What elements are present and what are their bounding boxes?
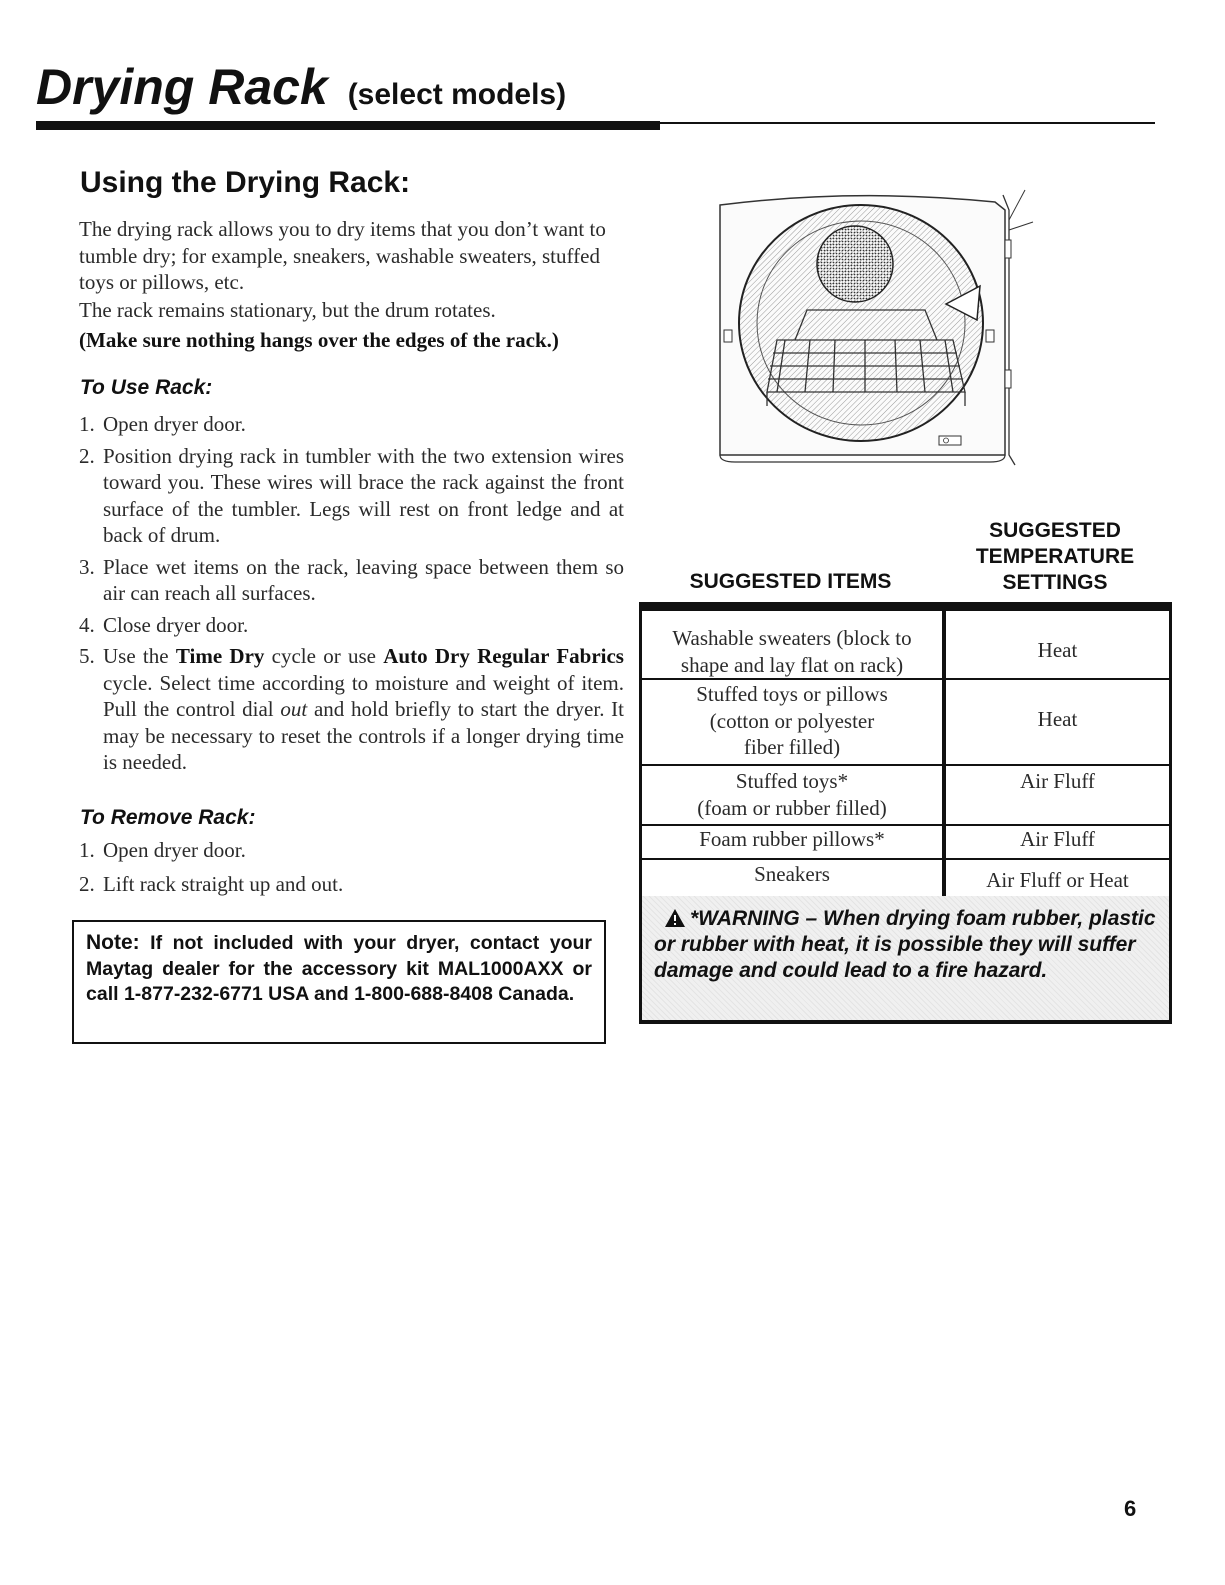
table-row: [641, 607, 1171, 680]
section-heading: Using the Drying Rack:: [80, 166, 411, 199]
item-line: Washable sweaters (block to: [672, 626, 912, 650]
step-number: 1.: [79, 838, 95, 862]
item-line: (foam or rubber filled): [697, 795, 887, 820]
warning-triangle-icon: [664, 908, 686, 928]
setting-cell: Heat: [944, 607, 1171, 680]
header-line: TEMPERATURE: [975, 545, 1135, 568]
dryer-drum-with-rack-illustration: [715, 180, 1055, 470]
step-text: Lift rack straight up and out.: [103, 871, 344, 896]
step-number: 3.: [79, 554, 95, 579]
to-use-steps: [79, 411, 624, 781]
column-header-items: SUGGESTED ITEMS: [689, 570, 892, 593]
setting-cell: Heat: [944, 679, 1171, 765]
step-text: Open dryer door.: [103, 838, 246, 862]
step-item: [79, 411, 624, 438]
page-number: 6: [1124, 1496, 1137, 1521]
table-row: [641, 825, 1171, 859]
item-line: fiber filled): [743, 735, 841, 759]
step-item: [79, 837, 624, 864]
table-row: [641, 679, 1171, 765]
item-cell: [641, 607, 945, 680]
step-number: 1.: [79, 412, 95, 436]
step-text-part: cycle. Select time according to moisture and weight of item. Pull the control dial: [103, 670, 624, 721]
step-number: 5.: [79, 644, 95, 668]
page-title-main: Drying Rack: [36, 59, 328, 115]
page-title: [36, 59, 567, 115]
page-title-subtitle: (select models): [347, 78, 567, 111]
header-line: SETTINGS: [1002, 571, 1108, 594]
note-box: [72, 920, 606, 1044]
step-item: [79, 871, 624, 898]
intro-paragraph: The drying rack allows you to dry items that you don’t want to tumble dry; for example, sneakers, washable sweaters, stuffed toys or pillows, etc.: [79, 217, 606, 294]
column-header-temperature: [940, 518, 1170, 596]
warning-text: *WARNING – When drying foam rubber, plastic or rubber with heat, it is possible they will suffer damage and could lead to a fire hazard.: [654, 907, 1156, 982]
item-cell: [641, 825, 945, 859]
item-line: Foam rubber pillows*: [699, 827, 885, 851]
step-text-part: cycle or use: [264, 644, 384, 668]
to-remove-heading: To Remove Rack:: [80, 806, 256, 829]
note-label: Note:: [86, 931, 140, 954]
step-item: [79, 643, 624, 776]
step-item: [79, 554, 624, 607]
item-line: shape and lay flat on rack): [680, 652, 904, 677]
note-text: If not included with your dryer, contact your Maytag dealer for the accessory kit MAL1000AXX or call 1-877-232-6771 USA and 1-800-688-8408 Canada.: [86, 932, 592, 1005]
item-line: Stuffed toys or pillows: [696, 682, 888, 706]
item-cell: [641, 679, 945, 765]
step-text: Close dryer door.: [103, 612, 249, 637]
step-text-part: Use the: [103, 644, 176, 668]
item-cell: [641, 765, 945, 825]
step-text-part: and hold briefly to start the dryer. It may be necessary to reset the controls if a longer drying time is needed.: [103, 697, 624, 774]
item-line: Stuffed toys*: [735, 769, 849, 793]
step-text: Place wet items on the rack, leaving space between them so air can reach all surfaces.: [103, 554, 624, 605]
setting-cell: Air Fluff or Heat: [944, 859, 1171, 903]
step-number: 2.: [79, 443, 95, 468]
step-text: [103, 643, 624, 776]
suggested-items-table: [639, 602, 1172, 904]
step-item: [79, 443, 624, 549]
header-line: SUGGESTED: [989, 519, 1121, 542]
to-remove-steps: [79, 837, 624, 904]
warning-box: [639, 896, 1172, 1024]
setting-cell: Air Fluff: [944, 825, 1171, 859]
intro-caution: (Make sure nothing hangs over the edges of the rack.): [79, 328, 559, 352]
step-text: Open dryer door.: [103, 412, 246, 436]
title-rule-thick: [36, 121, 660, 130]
table-row: [641, 765, 1171, 825]
step-number: 4.: [79, 612, 95, 637]
to-use-heading: To Use Rack:: [80, 376, 213, 399]
title-rule-thin: [660, 122, 1155, 124]
step-text: Position drying rack in tumbler with the two extension wires toward you. These wires will brace the rack against the front surface of the tumbler. Legs will rest on front ledge and at back of drum.: [103, 443, 624, 547]
step-text-emphasis: out: [280, 697, 308, 721]
intro-paragraph-drum: The rack remains stationary, but the drum rotates.: [79, 298, 496, 322]
item-line: (cotton or polyester: [709, 708, 875, 733]
item-line: Sneakers: [754, 862, 830, 886]
time-dry-cycle-name: Time Dry: [175, 644, 265, 668]
setting-cell: Air Fluff: [944, 765, 1171, 825]
step-number: 2.: [79, 871, 95, 896]
auto-dry-cycle-name: Auto Dry Regular Fabrics: [383, 644, 624, 668]
step-item: [79, 612, 624, 639]
